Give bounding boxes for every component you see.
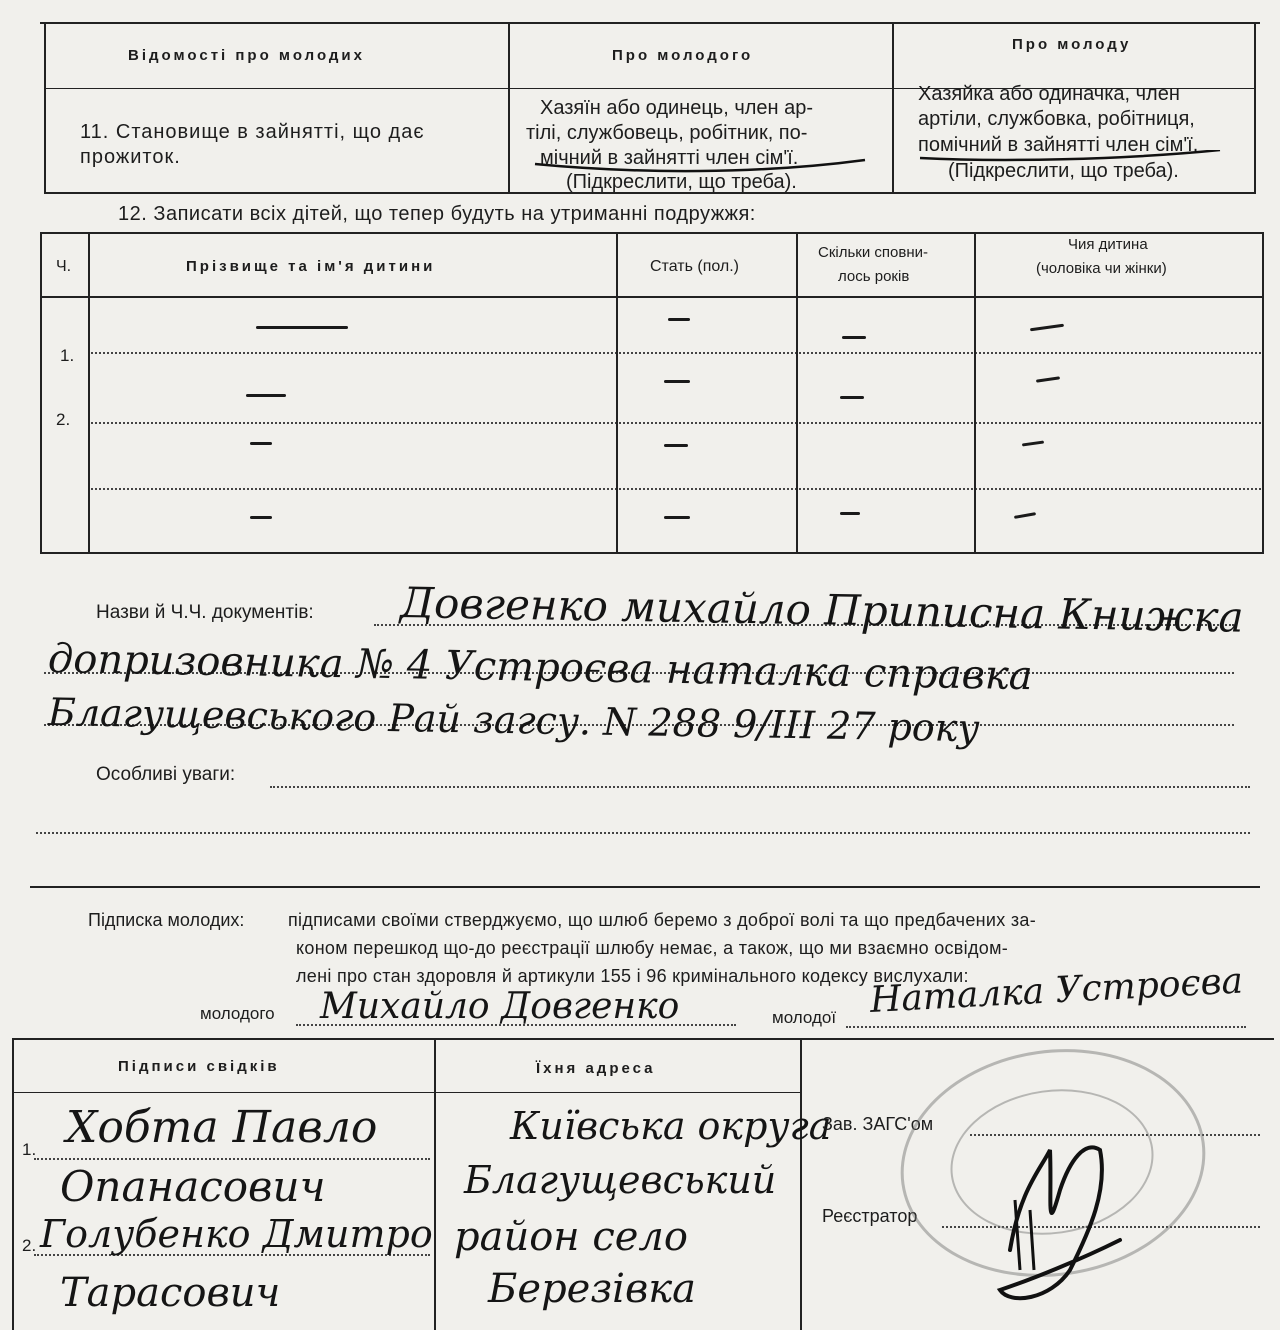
witness-2-name-line1: Голубенко Дмитро — [40, 1212, 433, 1256]
col-age-line2: лось років — [838, 268, 910, 285]
registrar-signature-scribble — [990, 1130, 1130, 1310]
witness-1-name-line1: Хобта Павло — [66, 1102, 378, 1153]
witness-1-name-line2: Опанасович — [60, 1162, 326, 1211]
col-sex: Стать (пол.) — [650, 258, 740, 275]
col-whose-line2: (чоловіка чи жінки) — [1036, 260, 1167, 277]
witness-address-line3: район село — [454, 1214, 688, 1260]
groom-signature-label: молодого — [200, 1004, 275, 1023]
remarks-label: Особливі уваги: — [96, 764, 236, 785]
col-child-name: Прізвище та ім'я дитини — [186, 258, 436, 275]
pledge-line2: коном перешкод що-до реєстрації шлюбу немає, а також, що ми взаємно освідом- — [296, 938, 1009, 958]
header-about-bride: Про молоду — [1012, 36, 1132, 53]
col-number: Ч. — [56, 258, 72, 275]
bride-occupation-line3: помічний в зайнятті член сім'ї. — [918, 134, 1199, 156]
witness-address-line1: Київська округа — [510, 1104, 832, 1148]
col-whose-line1: Чия дитина — [1068, 236, 1148, 253]
head-registry-label: Зав. ЗАГС'ом — [822, 1114, 934, 1134]
documents-handwritten-line2: допризовника № 4 Устроєва наталка справка — [47, 636, 1033, 700]
groom-signature: Михайло Довгенко — [320, 986, 680, 1027]
registrar-label: Реєстратор — [822, 1206, 918, 1226]
pledge-line3: лені про стан здоровля й артикули 155 і 96 кримінального кодексу вислухали: — [296, 966, 969, 986]
witness-2-name-line2: Тарасович — [60, 1270, 281, 1316]
col-witness-address: Їхня адреса — [536, 1060, 656, 1077]
row-number-1: 1. — [60, 346, 75, 365]
pledge-line1: підписами своїми стверджуємо, що шлюб беремо з доброї волі та що предбачених за- — [288, 910, 1037, 930]
witness-address-line4: Березівка — [488, 1266, 696, 1312]
documents-handwritten-line3: Благущевського Рай загсу. N 288 9/III 27 року — [47, 690, 980, 751]
documents-handwritten-line1: Довгенко михайло Приписна Книжка — [399, 578, 1245, 642]
row-number-2: 2. — [56, 410, 71, 429]
col-age-line1: Скільки сповни- — [818, 244, 928, 261]
pledge-label: Підписка молодих: — [88, 910, 245, 930]
groom-occupation-line2: тілі, службовець, робітник, по- — [526, 122, 808, 144]
bride-signature-label: молодої — [772, 1008, 837, 1027]
witness-address-line2: Благущевський — [464, 1158, 777, 1202]
children-section-title: 12. Записати всіх дітей, що тепер будуть на утриманні подружжя: — [118, 203, 756, 225]
bride-signature: Наталка Устроєва — [868, 960, 1244, 1021]
documents-label: Назви й Ч.Ч. документів: — [96, 602, 314, 623]
bride-occupation-line1: Хазяйка або одиначка, член — [918, 83, 1180, 105]
hand-underlines — [520, 150, 1240, 190]
row-11-label: 11. Становище в зайнятті, що дає прожиток. — [80, 121, 425, 168]
groom-underline-note: (Підкреслити, що треба). — [566, 171, 797, 193]
groom-occupation-line1: Хазяїн або одинець, член ар- — [540, 97, 814, 119]
bride-underline-note: (Підкреслити, що треба). — [948, 160, 1179, 182]
witness-1-number: 1. — [22, 1140, 37, 1159]
bride-occupation-line2: артіли, службовка, робітниця, — [918, 108, 1195, 130]
groom-occupation-line3: мічний в зайнятті член сім'ї. — [540, 147, 799, 169]
col-witness-signatures: Підписи свідків — [118, 1058, 280, 1075]
witness-2-number: 2. — [22, 1236, 37, 1255]
header-about-couple: Відомості про молодих — [128, 47, 365, 64]
header-about-groom: Про молодого — [612, 47, 754, 64]
